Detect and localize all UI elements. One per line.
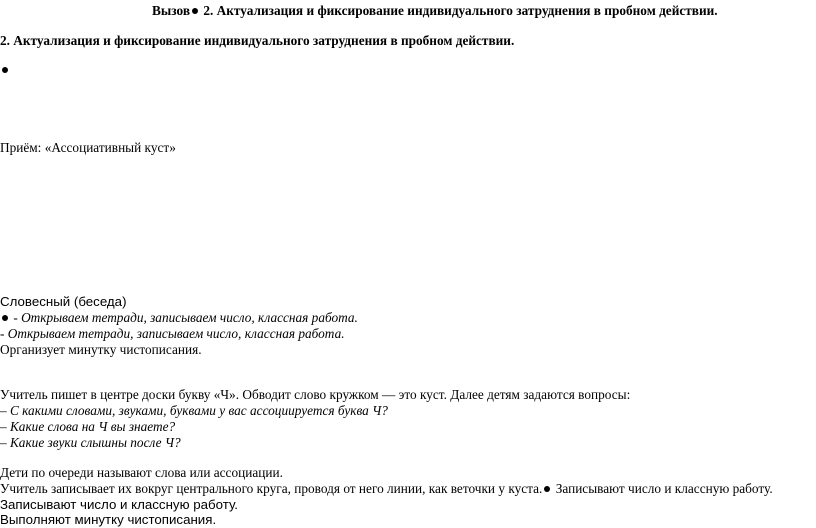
method-label: Словесный (беседа) <box>0 294 127 309</box>
after-bullet-text: Записывают число и классную работу. <box>555 481 773 496</box>
question-1: – С какими словами, звуками, буквами у вас ассоциируется буква Ч? <box>0 403 388 418</box>
question-2: – Какие слова на Ч вы знаете? <box>0 419 176 434</box>
teacher-writes-line <box>0 481 773 497</box>
technique-label: Приём: «Ассоциативный куст» <box>0 140 176 155</box>
question-3: – Какие звуки слышны после Ч? <box>0 435 181 450</box>
header-text: 2. Актуализация и фиксирование индивидуального затруднения в пробном действии. <box>203 3 718 18</box>
do-penmanship-note: Выполняют минутку чистописания. <box>0 512 217 527</box>
write-date-note: Записывают число и классную работу. <box>0 497 238 512</box>
teacher-writes: Учитель записывает их вокруг центрального круга, проводя от него линии, как веточки у куста. <box>0 481 543 496</box>
bullet-icon <box>192 8 198 14</box>
notebook-instruction-2: - Открываем тетради, записываем число, классная работа. <box>0 326 345 341</box>
notebook-text-1: - Открываем тетради, записываем число, классная работа. <box>13 310 358 325</box>
page-header <box>152 3 718 19</box>
header-prefix: Вызов <box>152 3 191 18</box>
bullet-line <box>0 62 10 78</box>
notebook-instruction-1 <box>0 310 358 326</box>
teacher-intro: Учитель пишет в центре доски букву «Ч». Обводит слово кружком — это куст. Далее детям задаются вопросы: <box>0 387 631 402</box>
children-naming: Дети по очереди называют слова или ассоциации. <box>0 465 283 480</box>
bullet-icon <box>544 486 550 492</box>
bullet-icon <box>2 315 8 321</box>
bullet-icon <box>2 67 8 73</box>
section-heading: 2. Актуализация и фиксирование индивидуального затруднения в пробном действии. <box>0 33 515 48</box>
penmanship-note: Организует минутку чистописания. <box>0 342 202 357</box>
